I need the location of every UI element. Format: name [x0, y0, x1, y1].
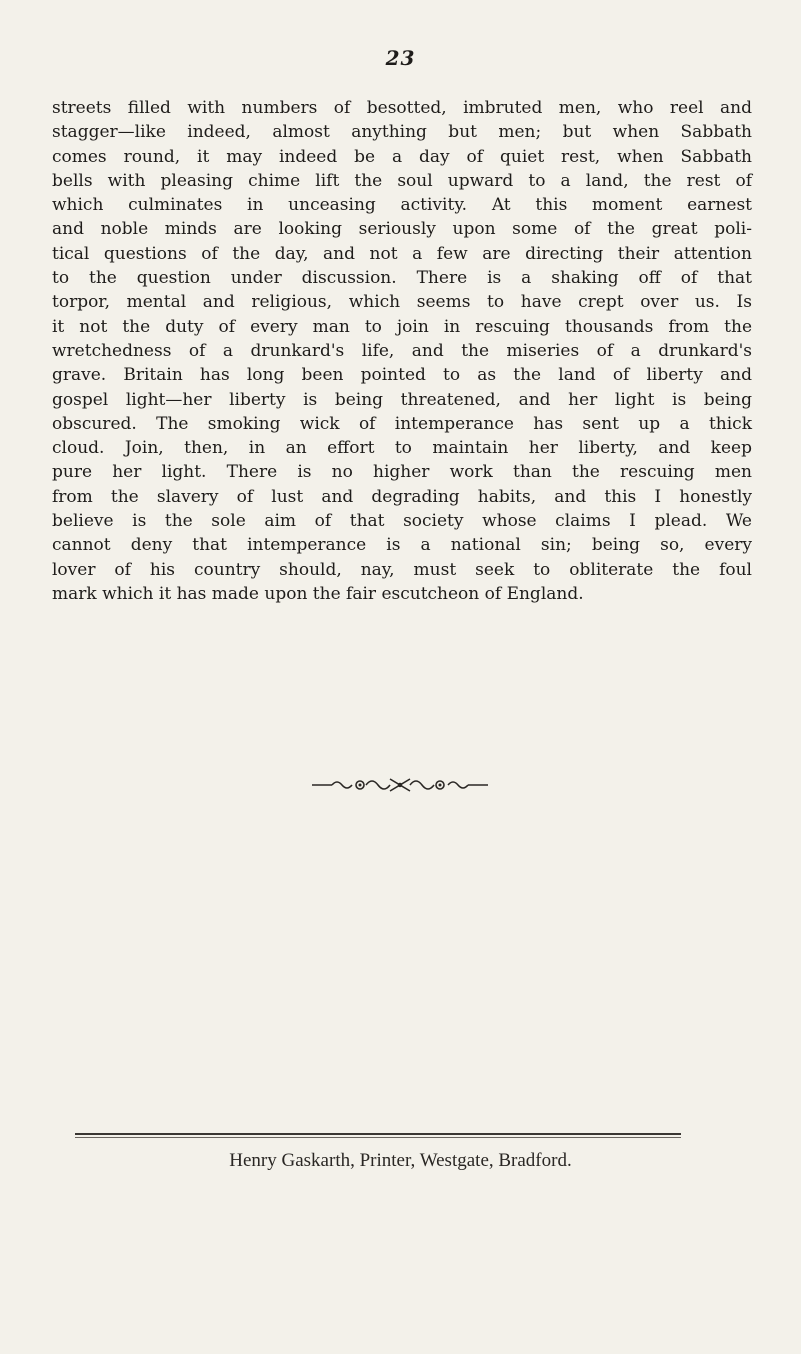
- footer-rule-thin: [75, 1137, 681, 1138]
- printer-imprint: Henry Gaskarth, Printer, Westgate, Bradford.: [229, 1150, 572, 1171]
- text-line: tical questions of the day, and not a few are directing their attention: [52, 243, 752, 264]
- text-line: pure her light. There is no higher work than the rescuing men: [52, 462, 752, 483]
- text-line: from the slavery of lust and degrading habits, and this I honestly: [52, 486, 752, 507]
- text-line: stagger—like indeed, almost anything but men; but when Sabbath: [52, 122, 752, 143]
- text-line: comes round, it may indeed be a day of quiet rest, when Sabbath: [52, 146, 752, 167]
- text-line: grave. Britain has long been pointed to as the land of liberty and: [52, 365, 752, 386]
- text-line: streets filled with numbers of besotted, imbruted men, who reel and: [52, 98, 752, 118]
- body-text: [52, 96, 752, 606]
- text-line: wretchedness of a drunkard's life, and the miseries of a drunkard's: [52, 340, 752, 361]
- text-line: to the question under discussion. There is a shaking off of that: [52, 268, 752, 289]
- text-line: cloud. Join, then, in an effort to maintain her liberty, and keep: [52, 438, 752, 459]
- text-line: which culminates in unceasing activity. At this moment earnest: [52, 195, 752, 216]
- text-line: bells with pleasing chime lift the soul upward to a land, the rest of: [52, 170, 752, 191]
- text-line: gospel light—her liberty is being threatened, and her light is being: [52, 389, 752, 410]
- text-line: lover of his country should, nay, must seek to obliterate the foul: [52, 559, 752, 580]
- text-line: mark which it has made upon the fair escutcheon of England.: [52, 583, 584, 604]
- text-line: it not the duty of every man to join in rescuing thousands from the: [52, 316, 752, 337]
- text-line: and noble minds are looking seriously upon some of the great poli-: [52, 219, 752, 240]
- text-line: obscured. The smoking wick of intemperance has sent up a thick: [52, 413, 752, 434]
- tailpiece-ornament-icon: [310, 774, 490, 796]
- text-line: cannot deny that intemperance is a national sin; being so, every: [52, 535, 752, 556]
- text-line: torpor, mental and religious, which seems to have crept over us. Is: [52, 292, 752, 313]
- footer-rule: [75, 1133, 681, 1135]
- text-line: believe is the sole aim of that society whose claims I plead. We: [52, 511, 752, 532]
- page-number: 23: [385, 46, 416, 70]
